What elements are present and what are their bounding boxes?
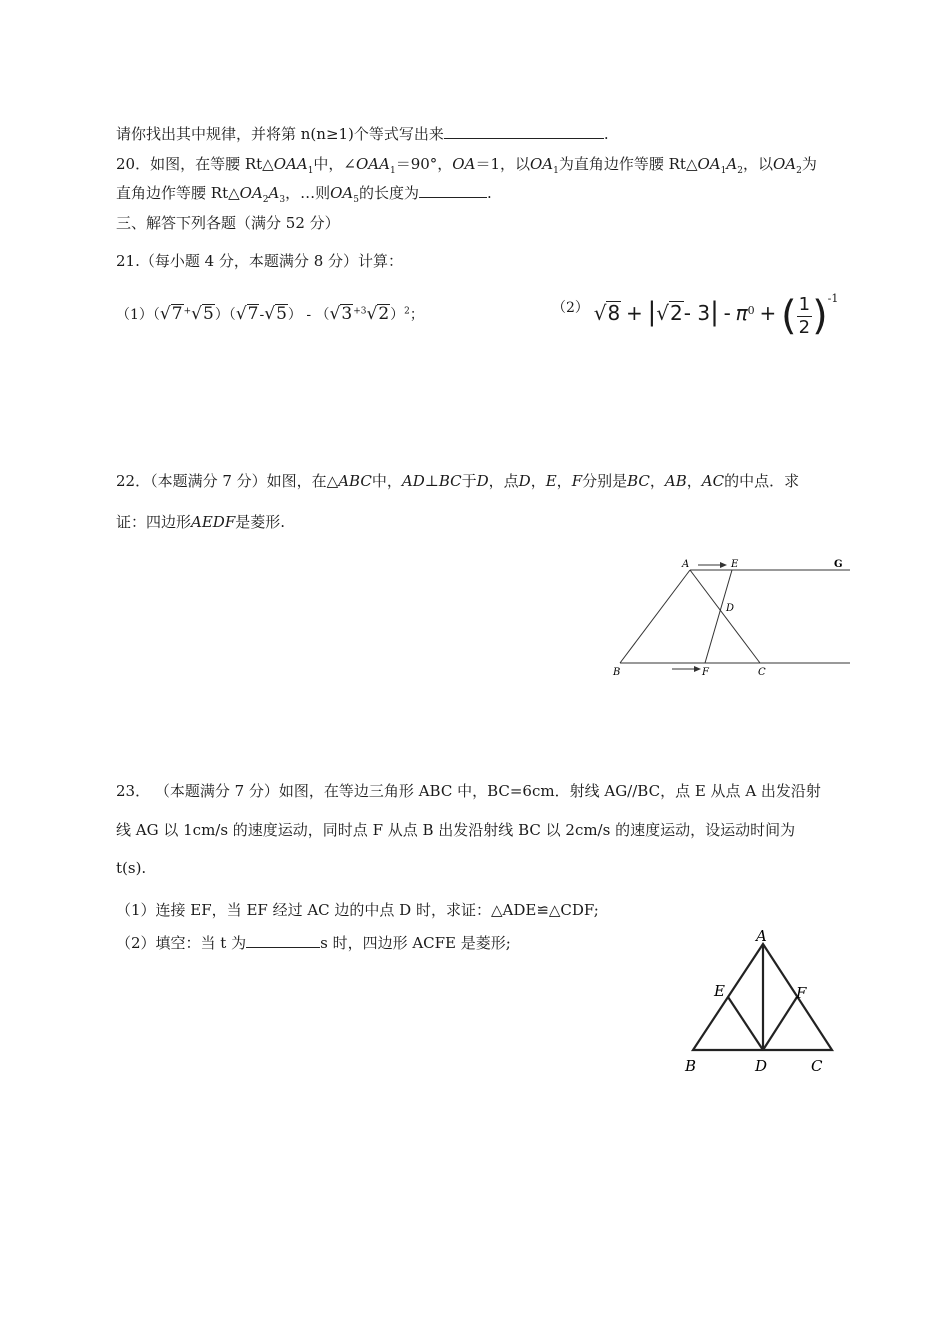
label-a: A [682, 559, 690, 570]
math-expression-2: （2） √8 + |√2- $3| - \pi^0$ + ( $\frac{1}{2}$ )$^{-1}$ [552, 292, 839, 340]
question-23-line2: 线 AG 以 1cm/s 的速度运动，同时点 F 从点 B 出发沿射线 BC 以 2cm/s 的速度运动，设运动时间为 [116, 821, 796, 839]
label-b: B [613, 667, 621, 678]
question-20-line2: 直角边作等腰 $Rt\triangle OA_2A_3$，…则$OA_5$的长度为 . [116, 184, 492, 205]
question-23-line1: 23． （本题满分 7 分）如图，在等边三角形 ABC 中，BC=6cm．射线 AG//BC，点 E 从点 A 出发沿射 [116, 782, 821, 800]
question-23-part1: （1）连接 EF，当 EF 经过 AC 边的中点 D 时，求证：△ADE≌△CDF; [116, 901, 599, 919]
label-f: F [702, 667, 709, 678]
question-20-line1: 20．如图，在等腰 $Rt\triangle OAA_1$中，$\angle OAA_1=90^\circ$，OA＝1，以$OA_1$为直角边作等腰 $Rt\triangle OA_1A_2$，以$OA_2$为 [116, 155, 817, 176]
label-c: C [758, 667, 766, 678]
label-c: C [811, 1057, 823, 1075]
question-21: 21.（每小题 4 分，本题满分 8 分）计算： [116, 252, 404, 270]
question-22-line2: 证：四边形AEDF是菱形. [116, 513, 286, 531]
label-a: A [756, 927, 767, 945]
sqrt-symbol: √ [159, 304, 171, 324]
rule-text: 请你找出其中规律，并将第 n(n≥1)个等式写出来 [116, 125, 444, 143]
question-23-part2: （2）填空：当 t 为 s 时，四边形 ACFE 是菱形; [116, 934, 511, 952]
label-e: E [731, 559, 739, 570]
segment-ed [728, 997, 763, 1050]
question-22-line1: 22．（本题满分 7 分）如图，在△ABC中，AD⊥BC于D，点D，E，F分别是BC，AB，AC的中点．求 [116, 472, 800, 490]
question-23-line3: t(s). [116, 859, 147, 877]
label-e: E [714, 982, 725, 1000]
label-d: D [726, 603, 735, 614]
label-d: D [755, 1057, 768, 1075]
math-expression-1: $(1)(√7^+√5)(√7-√5) - (√3^{+3}√2)^2$； [116, 304, 424, 324]
segment-fd [763, 997, 797, 1050]
section-3-heading: 三、解答下列各题（满分 52 分） [116, 214, 340, 232]
fraction: $\frac{1}{2}$ [798, 294, 811, 338]
label-f: F [796, 984, 807, 1002]
text-line-rule: 请你找出其中规律，并将第 n(n≥1)个等式写出来 . [116, 125, 609, 143]
label-b: B [685, 1057, 697, 1075]
label-g: G [834, 559, 843, 570]
